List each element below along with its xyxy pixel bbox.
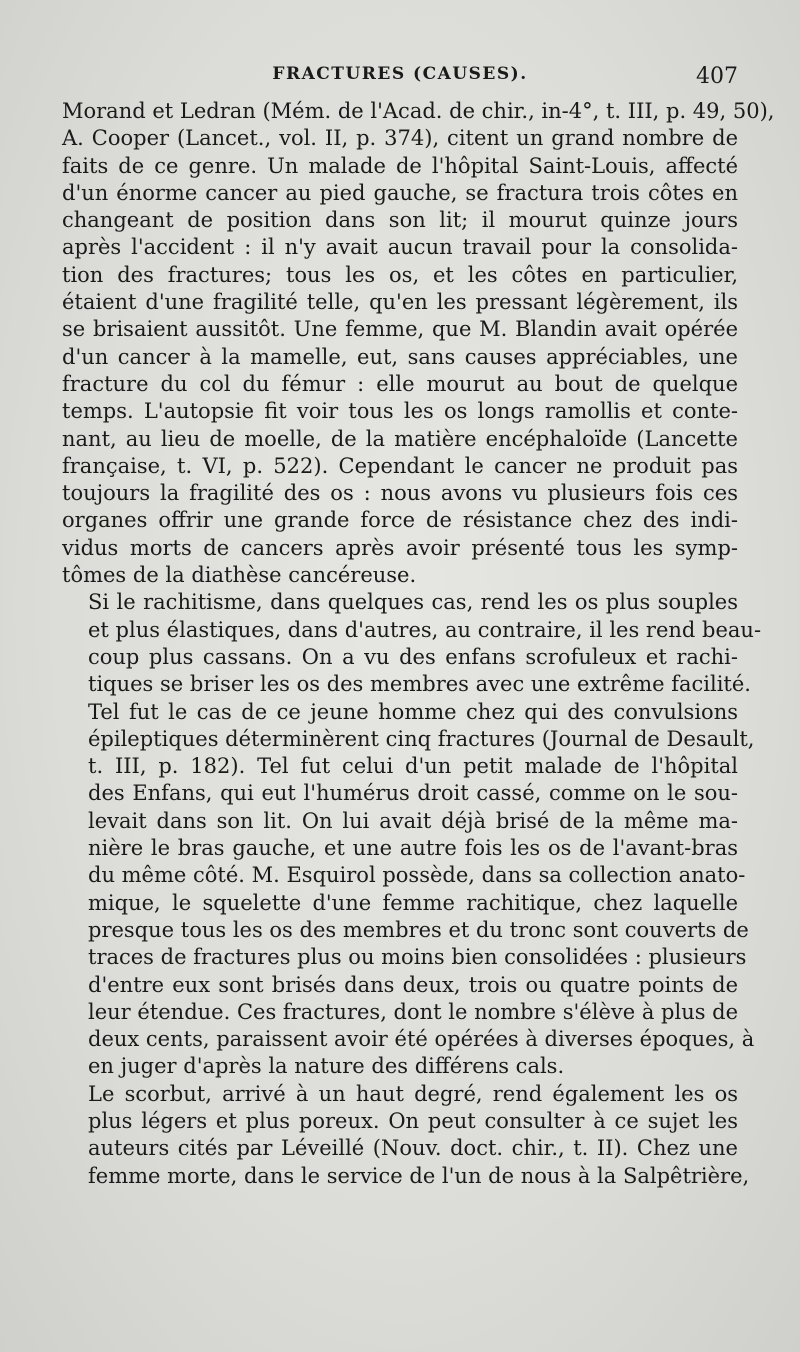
text-line: se brisaient aussitôt. Une femme, que M. Blandin avait opérée bbox=[62, 317, 738, 342]
text-line: Si le rachitisme, dans quelques cas, rend les os plus souples bbox=[88, 590, 738, 615]
paragraph bbox=[62, 1081, 750, 1190]
text-line: leur étendue. Ces fractures, dont le nombre s'élève à plus de bbox=[88, 999, 739, 1024]
text-line: après l'accident : il n'y avait aucun travail pour la consolida- bbox=[62, 235, 738, 260]
text-line: traces de fractures plus ou moins bien consolidées : plusieurs bbox=[88, 945, 747, 970]
text-line: Morand et Ledran (Mém. de l'Acad. de chir., in-4°, t. III, p. 49, 50), bbox=[62, 99, 775, 123]
text-line: coup plus cassans. On a vu des enfans scrofuleux et rachi- bbox=[88, 644, 738, 669]
text-line: fracture du col du fémur : elle mourut au bout de quelque bbox=[62, 371, 738, 396]
text-line: organes offrir une grande force de résistance chez des indi- bbox=[62, 508, 738, 533]
text-line: faits de ce genre. Un malade de l'hôpital Saint-Louis, affecté bbox=[62, 153, 738, 178]
text-line: Le scorbut, arrivé à un haut degré, rend également les os bbox=[88, 1081, 738, 1106]
text-line: presque tous les os des membres et du tronc sont couverts de bbox=[88, 917, 749, 942]
text-line: tion des fractures; tous les os, et les côtes en particulier, bbox=[62, 262, 738, 287]
running-head bbox=[62, 64, 738, 98]
text-line: femme morte, dans le service de l'un de nous à la Salpêtrière, bbox=[88, 1163, 750, 1188]
text-line: des Enfans, qui eut l'humérus droit cassé, comme on le sou- bbox=[88, 781, 738, 806]
text-line: changeant de position dans son lit; il mourut quinze jours bbox=[62, 208, 738, 233]
paragraph bbox=[62, 589, 762, 1080]
text-line: vidus morts de cancers après avoir présenté tous les symp- bbox=[62, 535, 738, 560]
text-line: deux cents, paraissent avoir été opérées à diverses époques, à bbox=[88, 1027, 755, 1052]
text-line: toujours la fragilité des os : nous avons vu plusieurs fois ces bbox=[62, 481, 738, 506]
text-line: nant, au lieu de moelle, de la matière encéphaloïde (Lancette bbox=[62, 426, 738, 451]
text-line: tômes de la diathèse cancéreuse. bbox=[62, 563, 417, 588]
text-line: auteurs cités par Léveillé (Nouv. doct. chir., t. II). Chez une bbox=[88, 1136, 738, 1161]
text-line: française, t. VI, p. 522). Cependant le cancer ne produit pas bbox=[62, 453, 738, 478]
text-line: A. Cooper (Lancet., vol. II, p. 374), citent un grand nombre de bbox=[62, 126, 738, 151]
paragraph bbox=[62, 98, 775, 589]
text-line: Tel fut le cas de ce jeune homme chez qui des convulsions bbox=[88, 699, 738, 724]
text-line: t. III, p. 182). Tel fut celui d'un petit malade de l'hôpital bbox=[88, 754, 738, 779]
text-line: d'un énorme cancer au pied gauche, se fractura trois côtes en bbox=[62, 180, 738, 205]
text-line: et plus élastiques, dans d'autres, au contraire, il les rend beau- bbox=[88, 617, 762, 642]
text-line: épileptiques déterminèrent cinq fractures (Journal de Desault, bbox=[88, 726, 755, 751]
text-line: d'un cancer à la mamelle, eut, sans causes appréciables, une bbox=[62, 344, 738, 369]
text-line: en juger d'après la nature des différens cals. bbox=[88, 1054, 565, 1079]
text-line: tiques se briser les os des membres avec une extrême facilité. bbox=[88, 672, 751, 697]
text-line: d'entre eux sont brisés dans deux, trois ou quatre points de bbox=[88, 972, 738, 997]
text-line: nière le bras gauche, et une autre fois les os de l'avant-bras bbox=[88, 836, 738, 861]
body-text bbox=[62, 98, 775, 1190]
text-line: du même côté. M. Esquirol possède, dans sa collection anato- bbox=[88, 863, 746, 888]
text-line: levait dans son lit. On lui avait déjà brisé de la même ma- bbox=[88, 808, 738, 833]
text-line: plus légers et plus poreux. On peut consulter à ce sujet les bbox=[88, 1108, 738, 1133]
text-line: étaient d'une fragilité telle, qu'en les pressant légèrement, ils bbox=[62, 290, 738, 315]
running-title: FRACTURES (CAUSES). bbox=[272, 64, 528, 84]
text-line: mique, le squelette d'une femme rachitique, chez laquelle bbox=[88, 890, 738, 915]
text-line: temps. L'autopsie fit voir tous les os longs ramollis et conte- bbox=[62, 399, 738, 424]
page-number: 407 bbox=[696, 64, 738, 89]
